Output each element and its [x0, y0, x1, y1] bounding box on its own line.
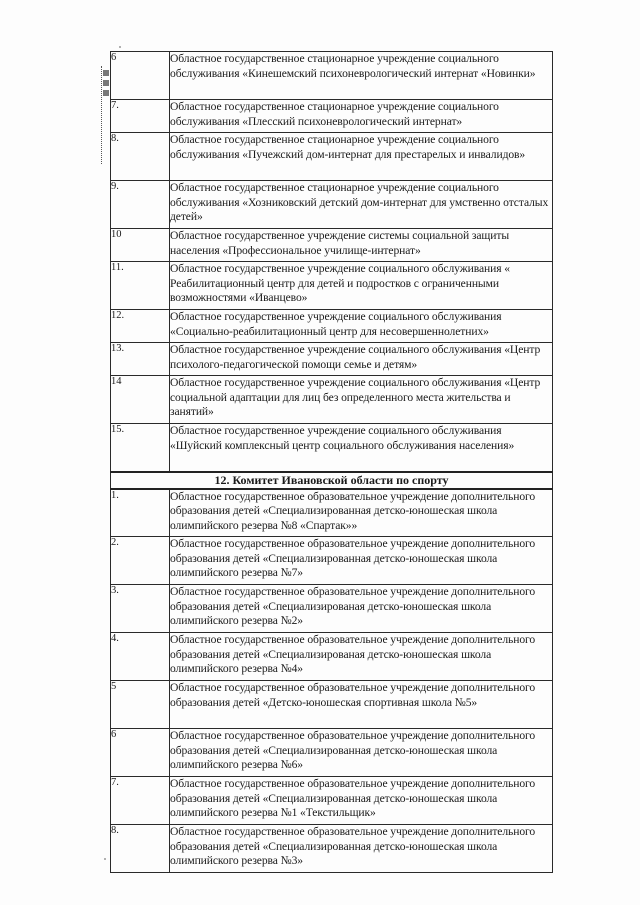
row-number: 6: [111, 729, 170, 777]
institution-name: Областное государственное учреждение системы социальной защиты населения «Профессиональное училище-интернат»: [170, 229, 553, 262]
institution-name: Областное государственное учреждение социального обслуживания «Социально-реабилитационный центр для несовершеннолетних»: [170, 310, 553, 343]
row-number: 12.: [111, 310, 170, 343]
institution-name: Областное государственное стационарное учреждение социального обслуживания «Плесский психоневрологический интернат»: [170, 100, 553, 133]
institution-name: Областное государственное учреждение социального обслуживания «Центр психолого-педагогической помощи семье и детям»: [170, 343, 553, 376]
row-number: 7.: [111, 100, 170, 133]
table-row: [111, 681, 553, 729]
table-row: [111, 376, 553, 424]
section-title: 12. Комитет Ивановской области по спорту: [111, 472, 553, 489]
institution-name: Областное государственное образовательное учреждение дополнительного образования детей «Специализированная детско-юношеская школа олимпийского резерва №1 «Текстильщик»: [170, 777, 553, 825]
binding-stamp: [101, 66, 110, 164]
institution-name: Областное государственное стационарное учреждение социального обслуживания «Хозниковский детский дом-интернат для умственно отсталых детей»: [170, 181, 553, 229]
table-row: [111, 424, 553, 472]
institution-name: Областное государственное образовательное учреждение дополнительного образования детей «Специализированая детско-юношеская школа олимпийского резерва №4»: [170, 633, 553, 681]
scan-speck: [119, 46, 121, 48]
institution-name: Областное государственное стационарное учреждение социального обслуживания «Пучежский дом-интернат для престарелых и инвалидов»: [170, 133, 553, 181]
table-row: [111, 181, 553, 229]
row-number: 8.: [111, 825, 170, 873]
table-row: [111, 229, 553, 262]
row-number: 13.: [111, 343, 170, 376]
institution-name: Областное государственное учреждение социального обслуживания «Центр социальной адаптации для лиц без определенного места жительства и занятий»: [170, 376, 553, 424]
table-row: [111, 310, 553, 343]
table-row: [111, 825, 553, 873]
row-number: 3.: [111, 585, 170, 633]
row-number: 4.: [111, 633, 170, 681]
row-number: 6: [111, 52, 170, 100]
table-row: [111, 729, 553, 777]
institution-name: Областное государственное учреждение социального обслуживания «Шуйский комплексный центр социального обслуживания населения»: [170, 424, 553, 472]
section-row: [111, 472, 553, 489]
row-number: 10: [111, 229, 170, 262]
institution-name: Областное государственное образовательное учреждение дополнительного образования детей «Специализированная детско-юношеская школа олимпийского резерва №6»: [170, 729, 553, 777]
institutions-table: [110, 51, 553, 873]
institution-name: Областное государственное образовательное учреждение дополнительного образования детей «Специализированая детско-юношеская школа олимпийского резерва №2»: [170, 585, 553, 633]
institution-name: Областное государственное образовательное учреждение дополнительного образования детей «Специализированная детско-юношеская школа олимпийского резерва №8 «Спартак»»: [170, 489, 553, 537]
row-number: 1.: [111, 489, 170, 537]
row-number: 5: [111, 681, 170, 729]
table-row: [111, 585, 553, 633]
institution-name: Областное государственное образовательное учреждение дополнительного образования детей «Детско-юношеская спортивная школа №5»: [170, 681, 553, 729]
institution-name: Областное государственное образовательное учреждение дополнительного образования детей «Специализированная детско-юношеская школа олимпийского резерва №7»: [170, 537, 553, 585]
institution-name: Областное государственное учреждение социального обслуживания « Реабилитационный центр для детей и подростков с ограниченными возможностями «Иванцево»: [170, 262, 553, 310]
table-row: [111, 537, 553, 585]
row-number: 9.: [111, 181, 170, 229]
table-row: [111, 777, 553, 825]
row-number: 8.: [111, 133, 170, 181]
table-row: [111, 343, 553, 376]
table-row: [111, 489, 553, 537]
institution-name: Областное государственное образовательное учреждение дополнительного образования детей «Специализированная детско-юношеская школа олимпийского резерва №3»: [170, 825, 553, 873]
row-number: 11.: [111, 262, 170, 310]
scan-speck: [104, 858, 106, 860]
row-number: 2.: [111, 537, 170, 585]
institution-name: Областное государственное стационарное учреждение социального обслуживания «Кинешемский психоневрологический интернат «Новинки»: [170, 52, 553, 100]
row-number: 15.: [111, 424, 170, 472]
table-row: [111, 262, 553, 310]
table-row: [111, 133, 553, 181]
table-row: [111, 100, 553, 133]
table-row: [111, 633, 553, 681]
table-row: [111, 52, 553, 100]
row-number: 7.: [111, 777, 170, 825]
row-number: 14: [111, 376, 170, 424]
